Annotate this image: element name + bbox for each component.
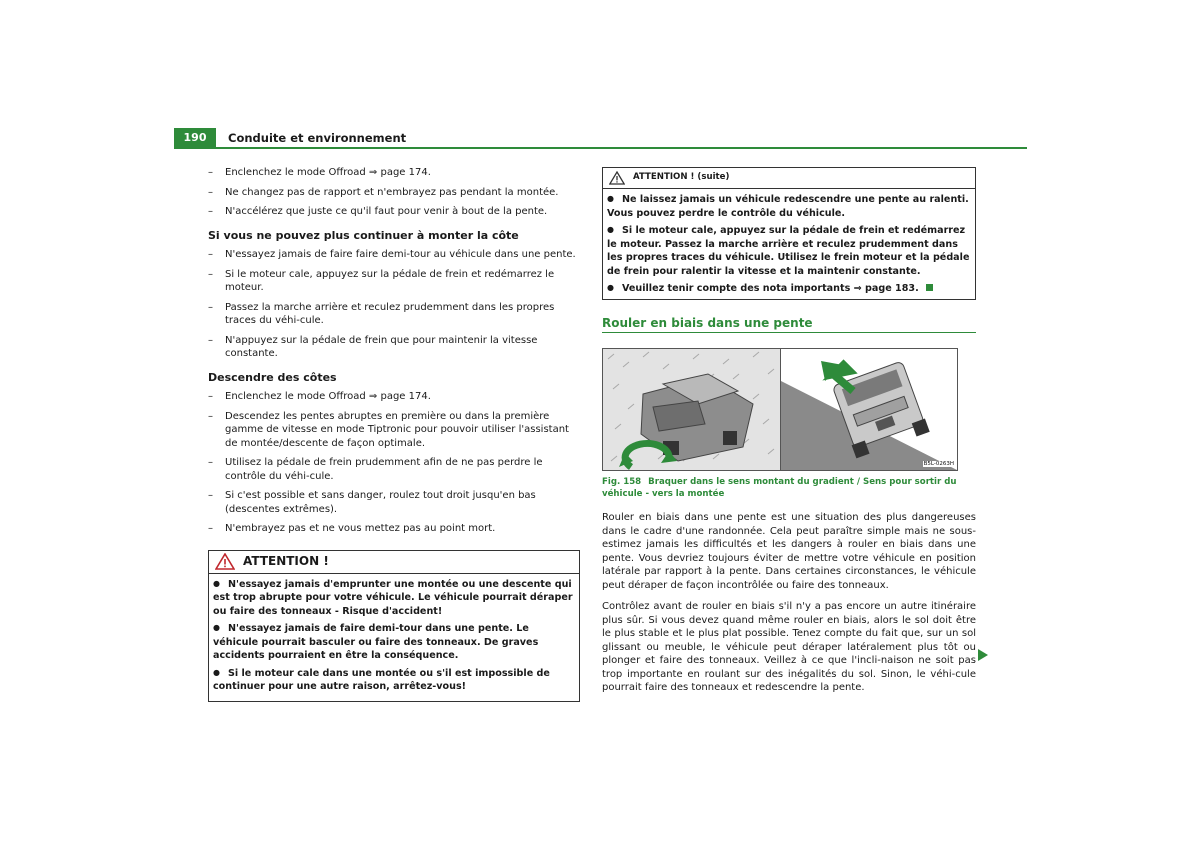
warning-item: ● Si le moteur cale dans une montée ou s'il est impossible de continuer pour une autre raison, arrêtez-vous!: [213, 667, 575, 694]
subheading-cannot-climb: Si vous ne pouvez plus continuer à monter la côte: [208, 228, 519, 242]
list-item: – Si c'est possible et sans danger, roulez tout droit jusqu'en bas (descentes extrêmes).: [208, 489, 580, 516]
list-item: – N'embrayez pas et ne vous mettez pas au point mort.: [208, 522, 580, 536]
warning-continued-title: ATTENTION ! (suite): [633, 172, 730, 183]
caption-label: Fig. 158: [602, 477, 642, 487]
list-item: – Enclenchez le mode Offroad ⇒ page 174.: [208, 166, 580, 180]
warning-triangle-icon: [215, 553, 235, 570]
caption-text: Braquer dans le sens montant du gradient / Sens pour sortir du véhicule - vers la montée: [602, 477, 957, 499]
warning-continued-header: [603, 168, 975, 189]
subheading-descend: Descendre des côtes: [208, 370, 337, 384]
continue-arrow-icon: [978, 649, 988, 661]
warning-continued-body: [603, 189, 975, 299]
warning-title: ATTENTION !: [243, 553, 329, 568]
section-rule: [602, 332, 976, 333]
warning-continued-box: [602, 167, 976, 300]
figure-caption: [602, 477, 976, 500]
list-item: – Si le moteur cale, appuyez sur la pédale de frein et redémarrez le moteur.: [208, 268, 580, 295]
warning-item: ● N'essayez jamais de faire demi-tour dans une pente. Le véhicule pourrait basculer ou faire des tonneaux. De graves accidents pourraient en être la conséquence.: [213, 622, 575, 663]
figure-158: [602, 348, 958, 471]
left-column: [208, 166, 580, 702]
car-turning-illustration: [603, 349, 780, 470]
body-text: [602, 511, 976, 695]
list-item: – Utilisez la pédale de frein prudemment afin de ne pas perdre le contrôle du véhi-cule.: [208, 456, 580, 483]
list-item: – Passez la marche arrière et reculez prudemment dans les propres traces du véhi-cule.: [208, 301, 580, 328]
paragraph: Rouler en biais dans une pente est une situation des plus dangereuses dans le cadre d'une randonnée. Cela peut paraître simple mais ne sous-estimez jamais les difficultés et les dangers à rouler en biais dans une pente. Vous devriez toujours éviter de mettre votre véhicule en position latérale par rapport à la pente. Dans certaines circonstances, le véhicule peut déraper de façon incontrôlée ou faire des tonneaux.: [602, 512, 976, 591]
header-rule: [174, 147, 1027, 149]
list-item: – N'accélérez que juste ce qu'il faut pour venir à bout de la pente.: [208, 205, 580, 219]
car-slope-illustration: [781, 349, 957, 470]
warning-item: ● Ne laissez jamais un véhicule redescendre une pente au ralenti. Vous pouvez perdre le contrôle du véhicule.: [607, 193, 971, 220]
paragraph: Contrôlez avant de rouler en biais s'il n'y a pas encore un autre itinéraire plus sûr. Si vous devez quand même rouler en biais, alors le sol doit être le plus stable et le plus plat possible. Tenez compte du fait que, sur un sol glissant ou meuble, le véhicule peut déraper latéralement plus tôt ou plonger et faire des tonneaux. Veillez à ce que l'incli-naison ne soit pas trop importante en roulant sur des inégalités du sol. Sinon, le véhi-cule pourrait faire des tonneaux et redescendre la pente.: [602, 601, 976, 693]
warning-item: ● N'essayez jamais d'emprunter une montée ou une descente qui est trop abrupte pour votre véhicule. Le véhicule pourrait déraper ou faire des tonneaux - Risque d'accident!: [213, 578, 575, 619]
figure-code: B5L-0263H: [923, 461, 954, 467]
warning-item: ● Veuillez tenir compte des nota importants ⇒ page 183.: [607, 283, 919, 294]
section-title: Rouler en biais dans une pente: [602, 315, 813, 330]
list-item: – Enclenchez le mode Offroad ⇒ page 174.: [208, 390, 580, 404]
end-square-icon: [926, 284, 933, 291]
figure-panel-left: [603, 349, 781, 470]
list-item: – Ne changez pas de rapport et n'embrayez pas pendant la montée.: [208, 186, 580, 200]
warning-body: [209, 574, 579, 701]
warning-item-last: [607, 282, 971, 296]
warning-header: [209, 551, 579, 574]
figure-panel-right: [781, 349, 957, 470]
list-item: – N'essayez jamais de faire faire demi-tour au véhicule dans une pente.: [208, 248, 580, 262]
page-number: 190: [174, 128, 216, 148]
list-item: – Descendez les pentes abruptes en première ou dans la première gamme de vitesse en mode Tiptronic pour pouvoir utiliser l'assistant de montée/descente de façon optimale.: [208, 410, 580, 451]
warning-item: ● Si le moteur cale, appuyez sur la pédale de frein et redémarrez le moteur. Passez la marche arrière et reculez prudemment dans les propres traces du véhicule. Utilisez le frein moteur et la pédale de frein pour ralentir la vitesse et la maintenir constante.: [607, 224, 971, 278]
list-item: – N'appuyez sur la pédale de frein que pour maintenir la vitesse constante.: [208, 334, 580, 361]
right-column: [602, 167, 976, 703]
warning-box: [208, 550, 580, 702]
warning-triangle-icon: [609, 171, 625, 185]
chapter-title: Conduite et environnement: [228, 131, 407, 145]
